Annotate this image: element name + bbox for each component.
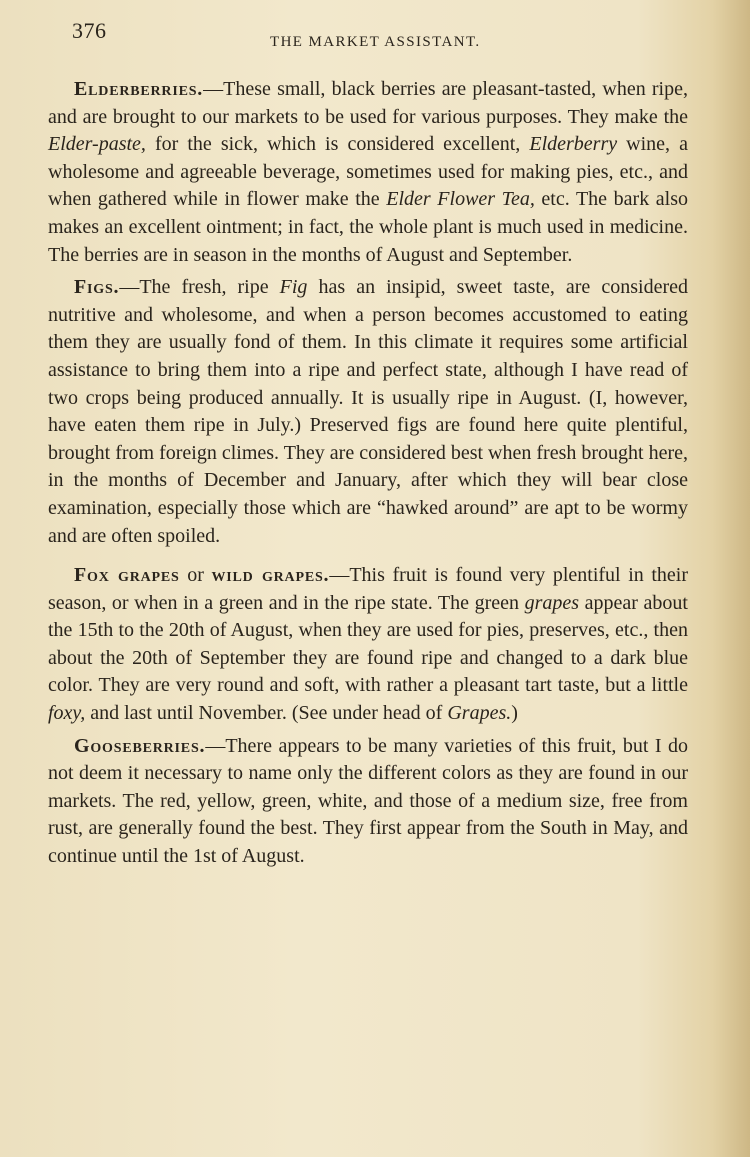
page-number: 376 [72, 18, 107, 43]
headword-secondary: wild grapes. [211, 564, 330, 587]
italic-term: Elder Flower Tea, [386, 188, 535, 211]
entry-fox-grapes [48, 562, 688, 728]
entry-text: appear about the 15th to the 20th of August, when they are used for pies, preserves, etc., then about the 20th of September they are found ripe and changed to a dark blue color. They are very round and soft, with rather a pleasant tart taste, but a little [48, 591, 688, 697]
italic-term: grapes [524, 591, 580, 614]
entry-text: wine, a wholesome and agreeable beverage, sometimes used for making pies, etc., and when gathered while in flower make the [48, 133, 688, 211]
entry-text: —This fruit is found very plentiful in their season, or when in a green and in the ripe state. The green [48, 564, 688, 614]
entry-text: —These small, black berries are pleasant-tasted, when ripe, and are brought to our markets to be used for various purposes. They make the [48, 78, 688, 128]
italic-term: foxy, [48, 702, 86, 725]
entry-text: —There appears to be many varieties of this fruit, but I do not deem it necessary to name only the different colors as they are found in our markets. The red, yellow, green, white, and those of a medium size, free from rust, are generally found the best. They first appear from the South in May, and continue until the 1st of August. [48, 734, 688, 868]
headword: Gooseberries. [74, 734, 206, 757]
entry-text: —The fresh, ripe [119, 276, 280, 299]
entry-gooseberries [48, 733, 688, 871]
italic-term: Elder-paste, [48, 133, 146, 156]
italic-term: Grapes. [447, 702, 512, 725]
italic-term: Elderberry [529, 133, 618, 156]
headword-connector: or [179, 564, 212, 587]
headword: Figs. [74, 276, 120, 299]
entry-text: has an insipid, sweet taste, are considered nutritive and wholesome, and when a person becomes accustomed to eating them they are usually fond of them. In this climate it requires some artificial assistance to bring them into a ripe and perfect state, although I have read of two crops being produced annually. It is usually ripe in August. (I, however, have eaten them ripe in July.) Preserved figs are found here quite plentiful, brought from foreign climes. They are considered best when fresh brought here, in the months of December and January, after which they will bear close examination, especially those which are “hawked around” are apt to be wormy and are often spoiled. [48, 276, 688, 547]
entry-figs [48, 274, 688, 550]
entry-elderberries [48, 76, 688, 269]
italic-term: Fig [279, 276, 308, 299]
headword: Fox grapes [74, 564, 180, 587]
entry-text: and last until November. (See under head of [85, 702, 448, 725]
entry-text: for the sick, which is considered excellent, [145, 133, 530, 156]
headword: Elderberries. [74, 78, 204, 100]
page-body [48, 76, 688, 876]
entry-text: etc. The bark also makes an excellent ointment; in fact, the whole plant is much used in medicine. The berries are in season in the months of August and September. [48, 188, 688, 266]
entry-text: ) [511, 702, 518, 725]
running-title: THE MARKET ASSISTANT. [270, 34, 481, 50]
